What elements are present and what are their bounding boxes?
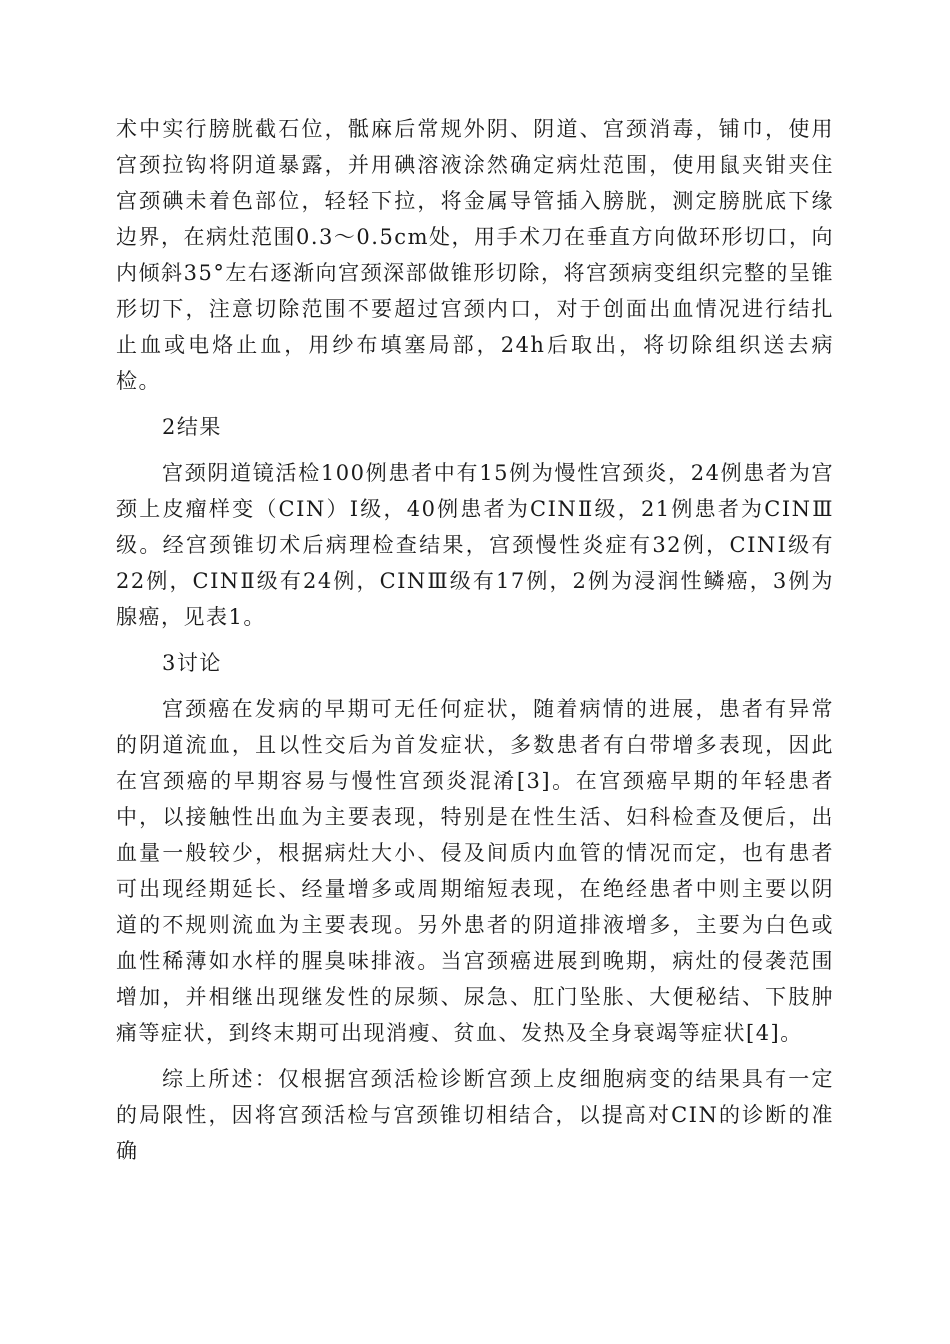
paragraph-discussion: 宫颈癌在发病的早期可无任何症状，随着病情的进展，患者有异常的阴道流血，且以性交后为首发症状，多数患者有白带增多表现，因此在宫颈癌的早期容易与慢性宫颈炎混淆[3]。在宫颈癌早期的年轻患者中，以接触性出血为主要表现，特别是在性生活、妇科检查及便后，出血量一般较少，根据病灶大小、侵及间质内血管的情况而定，也有患者可出现经期延长、经量增多或周期缩短表现，在绝经患者中则主要以阴道的不规则流血为主要表现。另外患者的阴道排液增多，主要为白色或血性稀薄如水样的腥臭味排液。当宫颈癌进展到晚期，病灶的侵袭范围增加，并相继出现继发性的尿频、尿急、肛门坠胀、大便秘结、下肢肿痛等症状，到终末期可出现消瘦、贫血、发热及全身衰竭等症状[4]。 <box>116 697 834 1045</box>
paragraph-results: 宫颈阴道镜活检100例患者中有15例为慢性宫颈炎，24例患者为宫颈上皮瘤样变（CIN）Ⅰ级，40例患者为CINⅡ级，21例患者为CINⅢ级。经宫颈锥切术后病理检查结果，宫颈慢性炎症有32例，CINⅠ级有22例，CINⅡ级有24例，CINⅢ级有17例，2例为浸润性鳞癌，3例为腺癌，见表1。 <box>116 461 834 629</box>
paragraph-conclusion: 综上所述：仅根据宫颈活检诊断宫颈上皮细胞病变的结果具有一定的局限性，因将宫颈活检与宫颈锥切相结合，以提高对CIN的诊断的准确 <box>116 1067 834 1163</box>
section-heading-results: 2结果 <box>162 415 222 439</box>
paragraph-surgical-procedure: 术中实行膀胱截石位，骶麻后常规外阴、阴道、宫颈消毒，铺巾，使用宫颈拉钩将阴道暴露，并用碘溶液涂然确定病灶范围，使用鼠夹钳夹住宫颈碘未着色部位，轻轻下拉，将金属导管插入膀胱，测定膀胱底下缘边界，在病灶范围0.3～0.5cm处，用手术刀在垂直方向做环形切口，向内倾斜35°左右逐渐向宫颈深部做锥形切除，将宫颈病变组织完整的呈锥形切下，注意切除范围不要超过宫颈内口，对于创面出血情况进行结扎止血或电烙止血，用纱布填塞局部，24h后取出，将切除组织送去病检。 <box>116 117 834 393</box>
section-heading-discussion: 3讨论 <box>162 651 222 675</box>
body-text-column <box>116 111 834 1179</box>
